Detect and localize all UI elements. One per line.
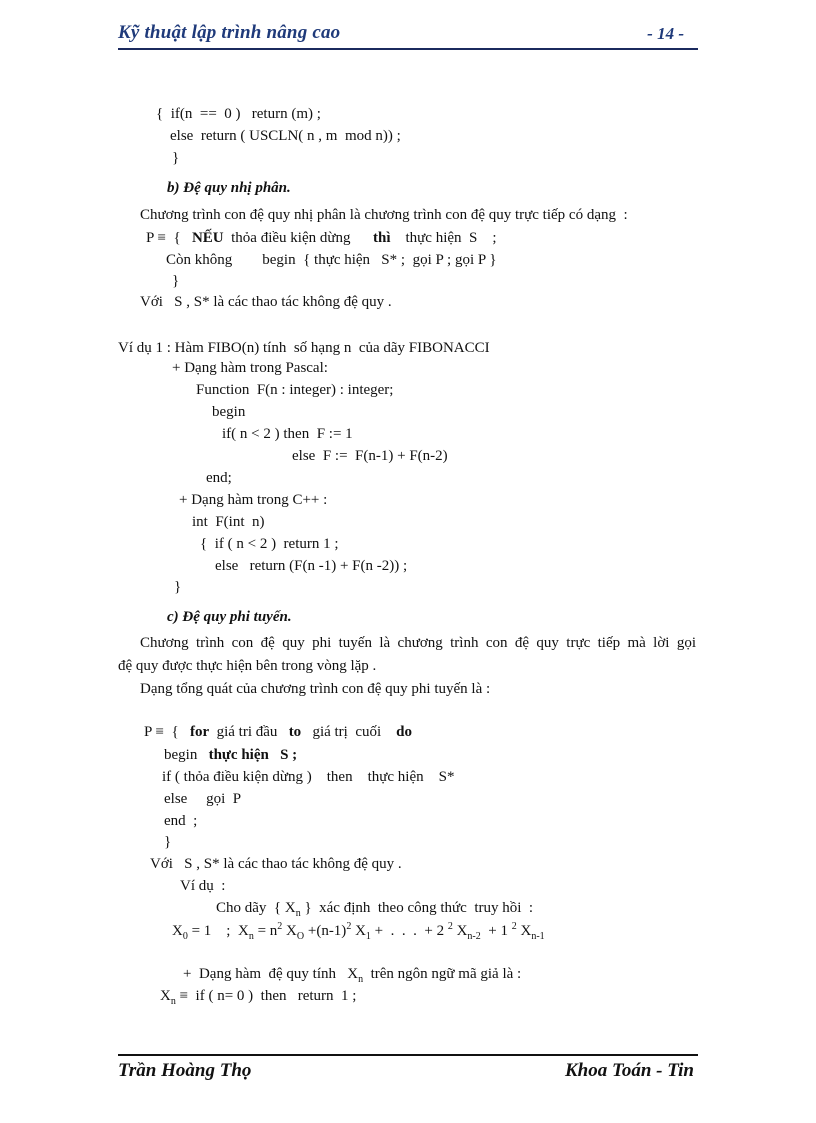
footer-department: Khoa Toán - Tin xyxy=(565,1060,694,1081)
code-line: else gọi P xyxy=(164,791,242,807)
paragraph: Chương trình con đệ quy nhị phân là chương trình con đệ quy trực tiếp có dạng : xyxy=(140,207,628,223)
code-line: else return ( USCLN( n , m mod n)) ; xyxy=(170,128,401,144)
paragraph: Dạng tổng quát của chương trình con đệ quy phi tuyến là : xyxy=(140,681,491,697)
subheading: + Dạng hàm trong C++ : xyxy=(179,492,328,508)
code-line: if ( thỏa điều kiện dừng ) then thực hiện S* xyxy=(162,769,455,785)
code-line: else F := F(n-1) + F(n-2) xyxy=(292,448,448,464)
code-line: Function F(n : integer) : integer; xyxy=(196,382,394,398)
subheading: + Dạng hàm đệ quy tính $X_n$ trên ngôn ngữ mã giả là : xyxy=(183,966,522,985)
code-line: P ≡ { NẾU thỏa điều kiện dừng thì thực hiện S ; xyxy=(146,230,497,246)
section-heading: b) Đệ quy nhị phân. xyxy=(167,180,291,196)
code-line: Còn không begin { thực hiện S* ; gọi P ; gọi P } xyxy=(166,252,497,268)
footer-author: Trần Hoàng Thọ xyxy=(118,1060,252,1081)
example-desc: Cho dãy { $X_n$ } xác định theo công thức truy hồi : xyxy=(216,900,534,919)
code-line: if( n < 2 ) then F := 1 xyxy=(222,426,353,442)
paragraph: Chương trình con đệ quy phi tuyến là chương trình con đệ quy trực tiếp mà lời gọi xyxy=(140,635,696,651)
page-header xyxy=(118,22,698,50)
code-line: } xyxy=(172,150,180,166)
code-line: $X_n$ ≡ if ( n= 0 ) then return 1 ; xyxy=(160,988,357,1007)
formula: $X_0 = 1$ ; $X_n = n^2$ $X_O +(n-1)^2$ $X_1$ + . . . + 2 $^2$ $X_{n-2} + 1$ $^2$ $X_{n-1}$ xyxy=(172,921,545,942)
code-line: begin xyxy=(212,404,246,420)
code-line: { if(n == 0 ) return (m) ; xyxy=(156,106,321,122)
code-line: int F(int n) xyxy=(192,514,265,530)
code-line: begin thực hiện S ; xyxy=(164,747,298,763)
code-line: end ; xyxy=(164,813,198,829)
subheading: + Dạng hàm trong Pascal: xyxy=(172,360,328,376)
example-label: Ví dụ : xyxy=(180,878,226,894)
code-line: P ≡ { for giá tri đầu to giá trị cuối do xyxy=(144,724,413,740)
example-title: Ví dụ 1 : Hàm FIBO(n) tính số hạng n của dãy FIBONACCI xyxy=(118,340,490,356)
code-line: end; xyxy=(206,470,232,486)
code-line: } xyxy=(172,273,180,289)
code-line: } xyxy=(174,579,182,595)
paragraph: Với S , S* là các thao tác không đệ quy . xyxy=(140,294,392,310)
code-line: { if ( n < 2 ) return 1 ; xyxy=(200,536,339,552)
code-line: else return (F(n -1) + F(n -2)) ; xyxy=(215,558,408,574)
paragraph: đệ quy được thực hiện bên trong vòng lặp . xyxy=(118,658,377,674)
section-heading: c) Đệ quy phi tuyến. xyxy=(167,609,292,625)
code-line: } xyxy=(164,834,172,850)
paragraph: Với S , S* là các thao tác không đệ quy . xyxy=(150,856,402,872)
footer-rule xyxy=(118,1054,698,1056)
page-number: - 14 - xyxy=(647,24,684,43)
header-title: Kỹ thuật lập trình nâng cao xyxy=(118,22,341,43)
